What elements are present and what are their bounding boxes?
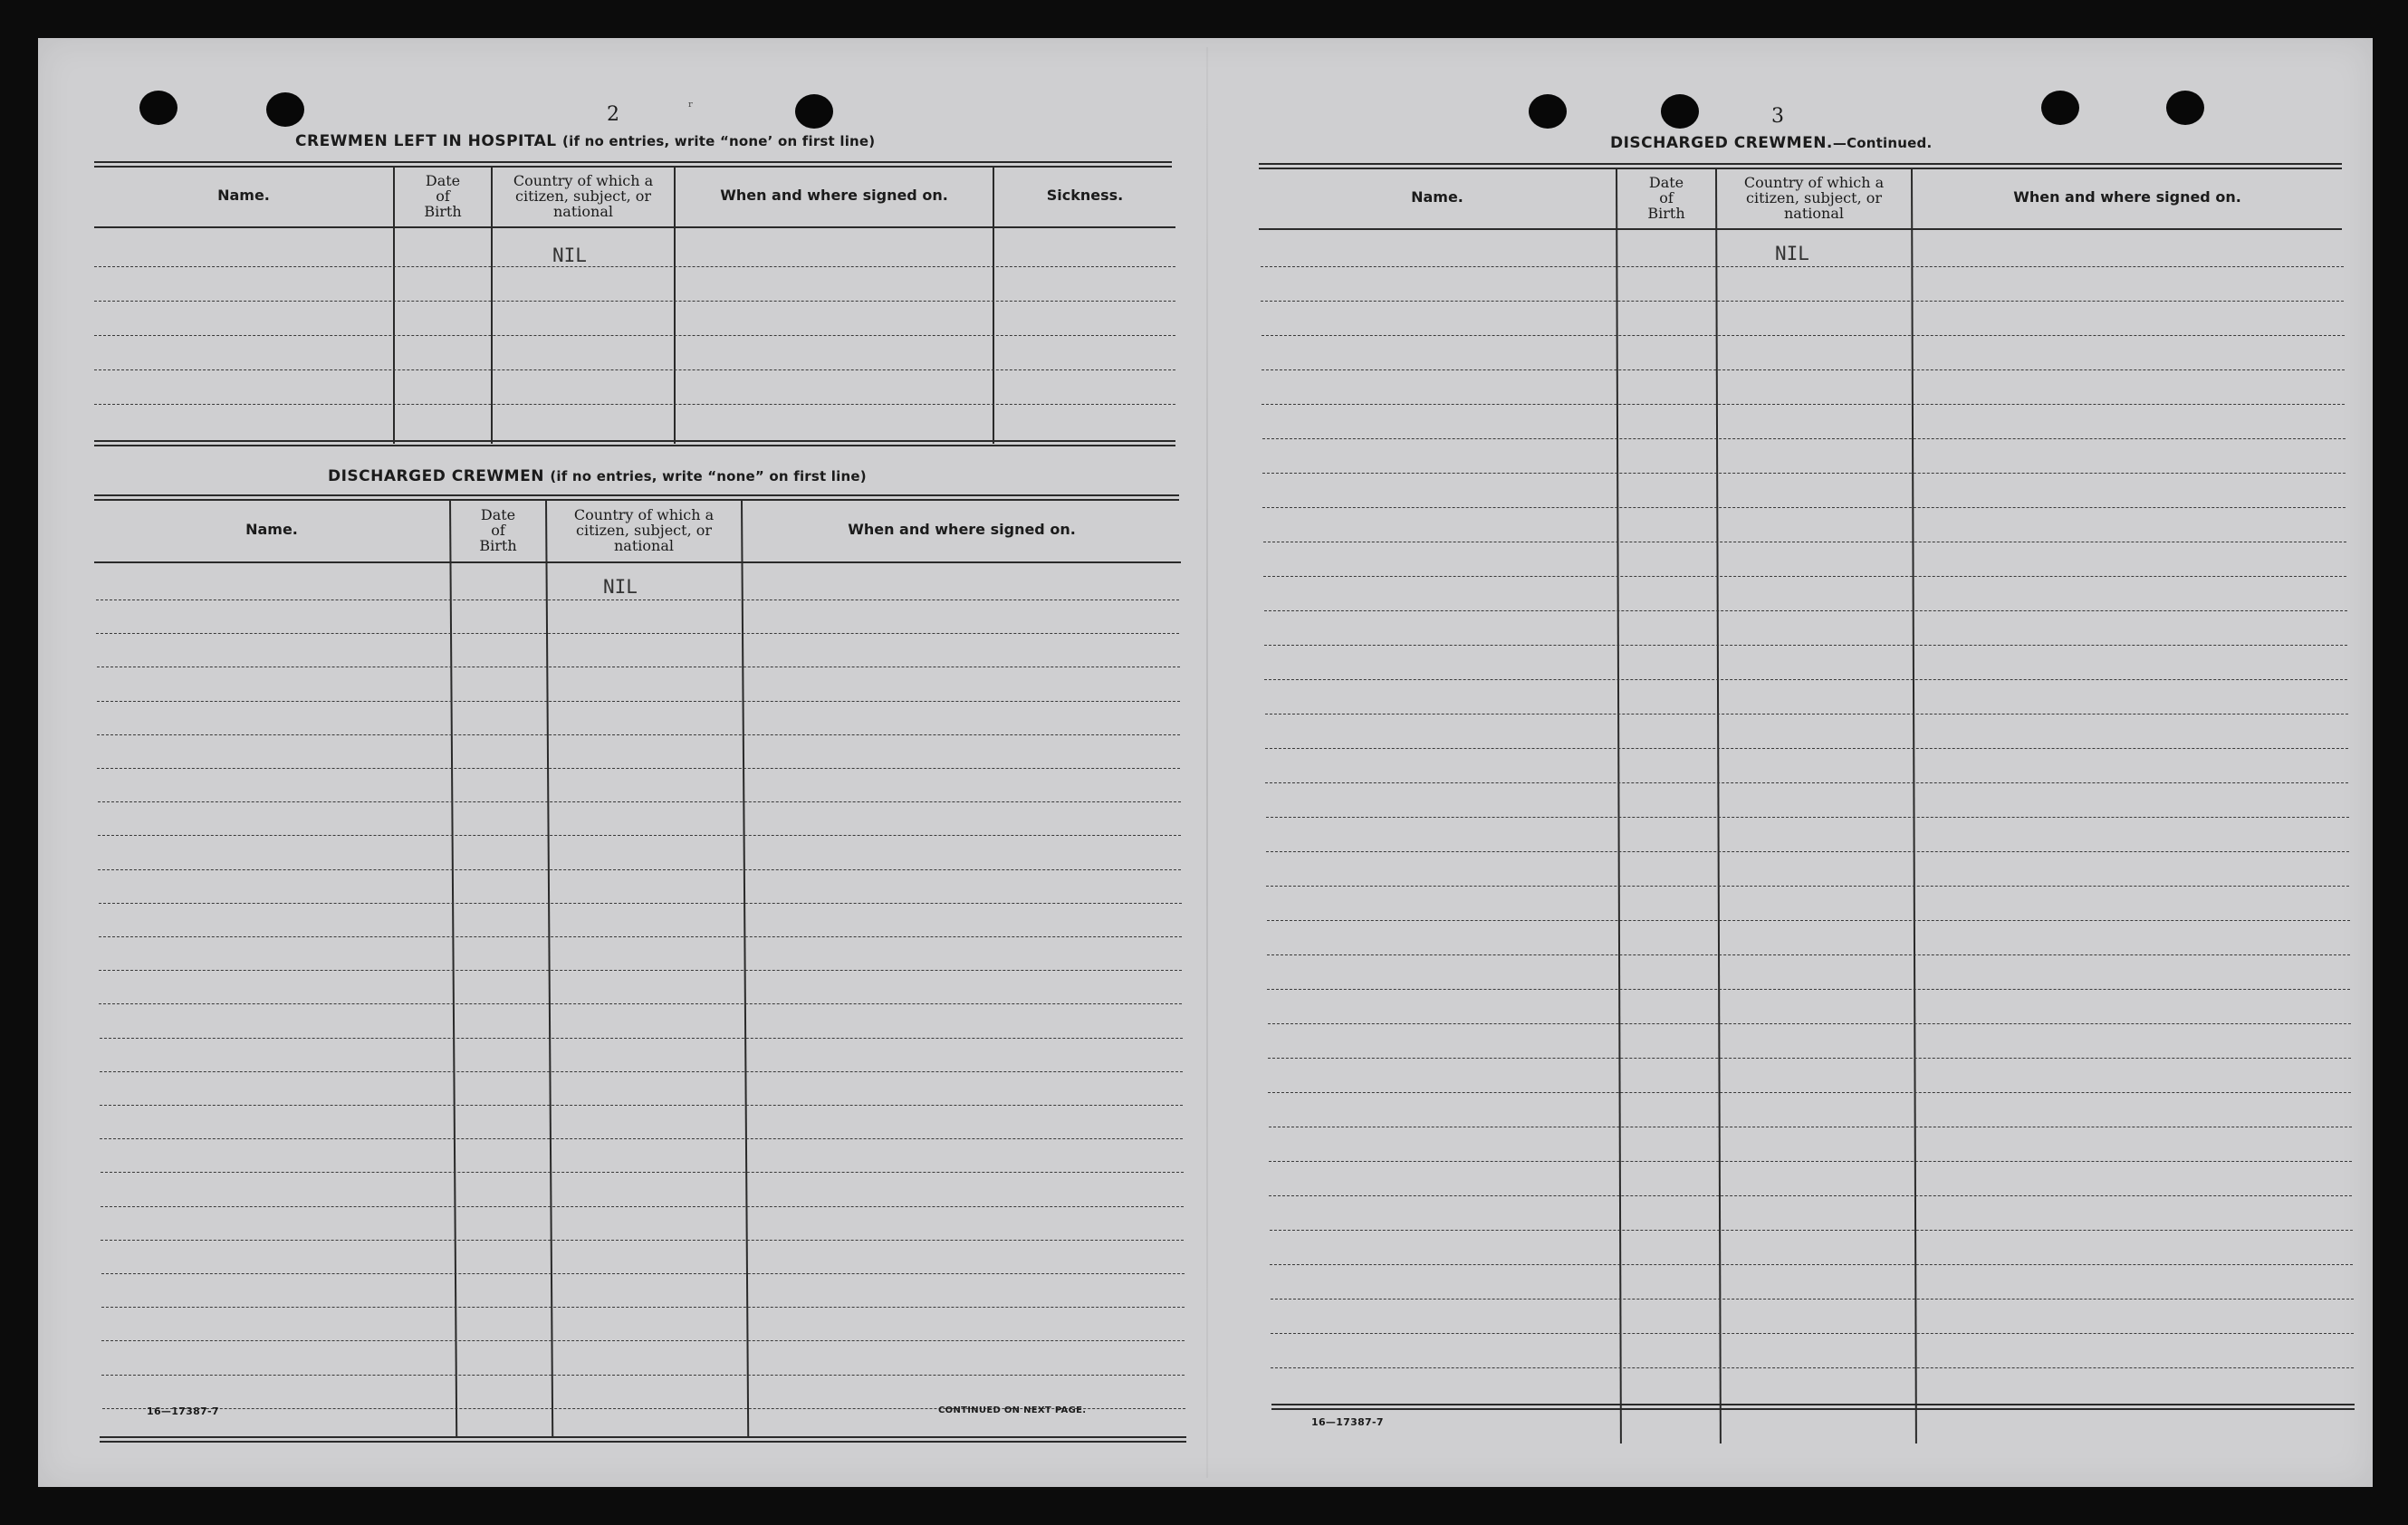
punch-hole	[1661, 94, 1699, 129]
header-date-of-birth: Date of Birth	[1647, 173, 1685, 222]
table-row	[100, 1038, 1183, 1039]
table-row	[100, 1105, 1183, 1106]
right-bottom-rule	[1271, 1404, 2355, 1410]
hospital-entry-nil: NIL	[552, 245, 587, 266]
table-row	[1266, 886, 2349, 887]
table-row	[1269, 1195, 2352, 1196]
table-row	[1267, 954, 2350, 955]
table-row	[98, 801, 1181, 802]
punch-hole	[795, 94, 833, 129]
column-divider	[741, 500, 749, 1438]
table-row	[101, 1206, 1184, 1207]
table-row	[99, 903, 1182, 904]
page-number-right: 3	[1771, 105, 1784, 128]
table-row	[1262, 438, 2346, 439]
column-divider	[449, 500, 457, 1438]
table-row	[1266, 851, 2349, 852]
table-row	[1262, 507, 2346, 508]
column-divider	[1616, 168, 1622, 1443]
table-row	[1271, 1333, 2354, 1334]
header-signed-on: When and where signed on.	[720, 187, 948, 204]
table-row	[94, 301, 1175, 302]
header-name: Name.	[245, 521, 298, 538]
right-section-title	[1610, 134, 1932, 152]
punch-hole	[1529, 94, 1567, 129]
table-row	[101, 1307, 1185, 1308]
discharged-title-text: DISCHARGED CREWMEN	[328, 467, 544, 485]
header-country: Country of which a citizen, subject, or national	[1743, 173, 1885, 222]
table-row	[101, 1273, 1185, 1274]
table-row	[94, 335, 1175, 336]
header-country: Country of which a citizen, subject, or national	[573, 505, 715, 554]
discharged-bottom-rule	[100, 1436, 1186, 1443]
table-row	[1270, 1264, 2353, 1265]
table-row	[96, 633, 1179, 634]
table-row	[97, 734, 1180, 735]
table-row	[97, 768, 1180, 769]
header-name: Name.	[1411, 188, 1463, 206]
discharged-entry-nil: NIL	[603, 576, 638, 598]
table-row	[1268, 1058, 2351, 1059]
punch-hole	[266, 92, 304, 127]
table-row	[94, 404, 1175, 405]
table-row	[97, 701, 1180, 702]
table-row	[1271, 1367, 2354, 1368]
header-country: Country of which a citizen, subject, or national	[513, 171, 654, 220]
table-row	[101, 1240, 1184, 1241]
table-row	[1267, 989, 2350, 990]
column-divider	[545, 500, 553, 1438]
table-row	[101, 1172, 1184, 1173]
table-row	[1265, 714, 2348, 715]
hospital-section-title	[295, 132, 875, 150]
table-row	[1264, 610, 2347, 611]
table-row	[1264, 679, 2347, 680]
discharged-header-rule	[94, 561, 1181, 563]
table-row	[1261, 266, 2344, 267]
table-row	[1267, 920, 2350, 921]
table-row	[1270, 1230, 2353, 1231]
table-row	[1268, 1023, 2351, 1024]
right-header-rule	[1259, 228, 2342, 230]
table-row	[1268, 1092, 2351, 1093]
hospital-header-rule	[94, 226, 1175, 228]
table-row	[1262, 473, 2346, 474]
table-row	[99, 970, 1182, 971]
table-row	[1271, 1299, 2354, 1300]
table-row	[1262, 404, 2345, 405]
table-row	[1269, 1161, 2352, 1162]
document-sheet	[38, 38, 2373, 1487]
form-number-right: 16—17387-7	[1311, 1416, 1384, 1428]
punch-hole	[2166, 91, 2204, 125]
hospital-title-text: CREWMEN LEFT IN HOSPITAL	[295, 132, 557, 150]
table-row	[98, 835, 1181, 836]
table-row	[100, 1071, 1183, 1072]
discharged-instruction: (if no entries, write “none” on first line)	[550, 468, 867, 484]
discharged-section-title	[328, 467, 867, 485]
page-number-left: 2	[607, 103, 619, 126]
form-number-left: 16—17387-7	[147, 1405, 219, 1417]
right-title-text: DISCHARGED CREWMEN.	[1610, 134, 1833, 152]
table-row	[99, 1003, 1182, 1004]
header-sickness: Sickness.	[1046, 187, 1124, 204]
table-row	[1262, 369, 2345, 370]
table-row	[101, 1340, 1185, 1341]
table-row	[94, 266, 1175, 267]
header-signed-on: When and where signed on.	[2013, 188, 2241, 206]
table-row	[1264, 645, 2347, 646]
header-date-of-birth: Date of Birth	[424, 171, 462, 220]
right-title-suffix: —Continued.	[1832, 135, 1933, 151]
table-row	[1262, 335, 2345, 336]
punch-hole	[2041, 91, 2079, 125]
column-divider	[1911, 168, 1917, 1443]
continued-note: CONTINUED ON NEXT PAGE.	[938, 1405, 1087, 1415]
table-row	[96, 599, 1179, 600]
hospital-bottom-rule	[94, 440, 1175, 446]
header-date-of-birth: Date of Birth	[479, 505, 517, 554]
header-name: Name.	[217, 187, 270, 204]
table-row	[99, 936, 1182, 937]
table-row	[101, 1375, 1185, 1376]
table-row	[1263, 576, 2346, 577]
table-row	[98, 869, 1181, 870]
right-entry-nil: NIL	[1775, 243, 1809, 264]
column-divider	[1715, 168, 1722, 1443]
table-row	[1265, 782, 2348, 783]
table-row	[100, 1138, 1183, 1139]
table-row	[1261, 301, 2344, 302]
hospital-instruction: (if no entries, write “none’ on first line)	[562, 133, 876, 149]
header-signed-on: When and where signed on.	[848, 521, 1076, 538]
table-row	[1266, 817, 2349, 818]
punch-hole	[139, 91, 177, 125]
table-row	[94, 369, 1175, 370]
table-row	[1265, 748, 2348, 749]
stray-mark: ʳ	[688, 98, 694, 115]
